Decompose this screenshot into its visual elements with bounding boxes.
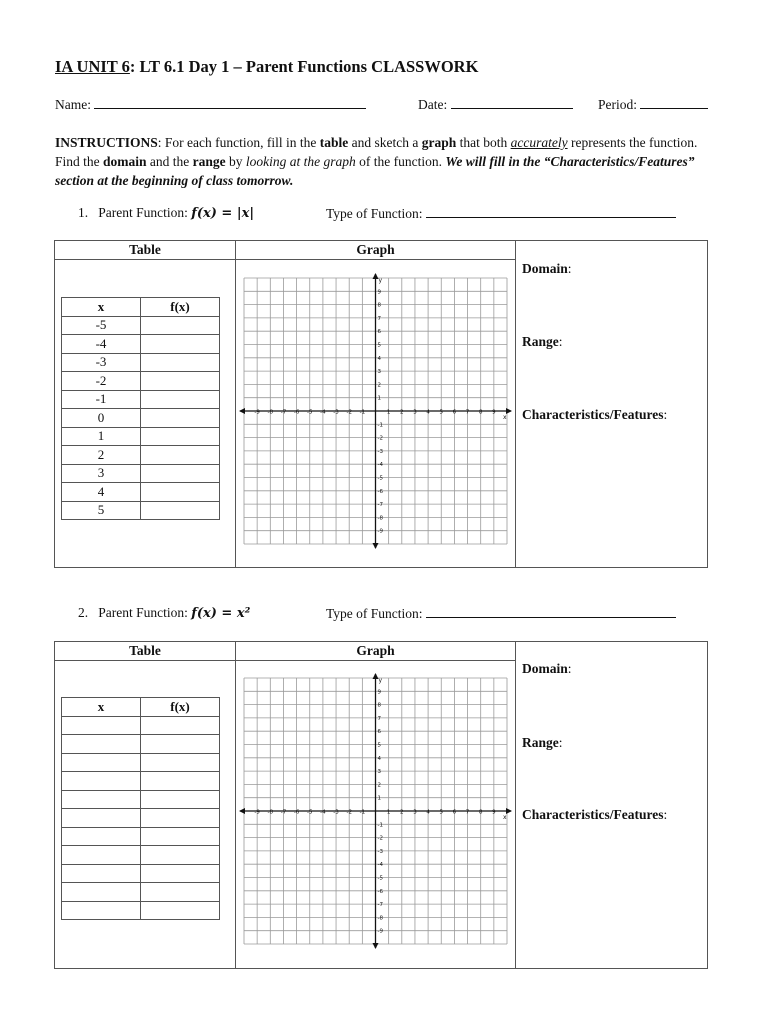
problem-2-features: Characteristics/Features:: [522, 807, 668, 822]
features-label: Characteristics/Features: [522, 407, 664, 422]
y-tick-label: 6: [377, 329, 381, 336]
x-tick-label: 2: [400, 809, 404, 816]
instructions: [55, 133, 720, 190]
problem-1-features: Characteristics/Features:: [522, 407, 668, 422]
table-row: [62, 809, 220, 828]
x-tick-label: 5: [439, 809, 443, 816]
date-field[interactable]: [418, 96, 573, 113]
table-row: [62, 883, 220, 902]
y-tick-label: 4: [377, 755, 381, 762]
x-tick-label: 8: [478, 809, 483, 816]
domain-label: Domain: [522, 261, 568, 276]
x-cell[interactable]: [62, 827, 141, 846]
table-row: [62, 735, 220, 754]
x-cell: -2: [62, 372, 141, 391]
problem-2-label: Parent Function:: [98, 605, 188, 620]
y-tick-label: 7: [377, 715, 381, 722]
problem-2-divider-2: [515, 641, 516, 968]
x-tick-label: -6: [293, 809, 300, 816]
date-label: Date:: [418, 97, 448, 112]
fx-cell[interactable]: [141, 335, 220, 354]
table-row: [62, 864, 220, 883]
fx-cell[interactable]: [141, 427, 220, 446]
y-axis-label: y: [378, 677, 383, 684]
instr-looking-phrase: looking at the graph: [245, 154, 356, 169]
range-label: Range: [522, 735, 559, 750]
x-arrow-right: [506, 808, 512, 814]
table-row: [62, 335, 220, 354]
problem-1-label: Parent Function:: [98, 205, 188, 220]
col-fx-header: f(x): [141, 298, 220, 317]
instr-range-word: range: [192, 154, 226, 169]
instr-table-word: table: [319, 135, 349, 150]
problem-1-number: 1.: [78, 205, 89, 220]
y-arrow-down: [373, 943, 379, 949]
x-tick-label: 1: [386, 409, 391, 416]
problem-2-divider-1: [235, 641, 236, 968]
instr-accurately-word: accurately: [510, 135, 568, 150]
x-cell: 3: [62, 464, 141, 483]
x-tick-label: 9: [492, 809, 496, 816]
table-row: [62, 427, 220, 446]
x-cell: -5: [62, 316, 141, 335]
instr-bold-tail: We will fill in the “Characteristics/Features” section at the beginning of class tomorrow.: [55, 154, 695, 188]
range-label: Range: [522, 334, 559, 349]
x-cell[interactable]: [62, 901, 141, 920]
table-row: [62, 353, 220, 372]
x-tick-label: 7: [465, 809, 470, 816]
table-row: [62, 372, 220, 391]
fx-cell[interactable]: [141, 846, 220, 865]
x-cell: 0: [62, 409, 141, 428]
y-tick-label: 6: [377, 729, 381, 736]
fx-cell[interactable]: [141, 464, 220, 483]
problem-2-function-line: [78, 605, 250, 621]
y-tick-label: 1: [377, 795, 381, 802]
fx-cell[interactable]: [141, 827, 220, 846]
unit-label: IA UNIT 6: [55, 57, 130, 76]
problem-2-function: f(x) = x²: [191, 606, 251, 621]
y-tick-label: -2: [377, 835, 383, 842]
fx-cell[interactable]: [141, 809, 220, 828]
name-blank[interactable]: [94, 96, 366, 109]
y-tick-label: -9: [377, 928, 383, 935]
x-tick-label: 9: [492, 409, 496, 416]
y-tick-label: -9: [377, 528, 383, 535]
x-tick-label: 6: [452, 809, 457, 816]
x-tick-label: -4: [320, 409, 326, 416]
table-row: [62, 772, 220, 791]
x-tick-label: -8: [267, 409, 274, 416]
fx-cell[interactable]: [141, 864, 220, 883]
y-tick-label: -3: [377, 448, 383, 455]
fx-cell[interactable]: [141, 409, 220, 428]
fx-cell[interactable]: [141, 353, 220, 372]
y-tick-label: -7: [377, 902, 383, 909]
problem-2-graph-header: Graph: [356, 643, 395, 658]
x-arrow-right: [506, 408, 512, 414]
x-cell[interactable]: [62, 716, 141, 735]
table-row: [62, 409, 220, 428]
x-tick-label: -5: [307, 809, 313, 816]
table-header-row: [62, 298, 220, 317]
date-blank[interactable]: [451, 96, 573, 109]
table-row: [62, 716, 220, 735]
y-tick-label: -7: [377, 502, 383, 509]
problem-1-graph-header: Graph: [356, 242, 395, 257]
y-tick-label: -1: [377, 422, 383, 429]
y-tick-label: -4: [377, 862, 383, 869]
instr-text-1: : For each function, fill in the: [157, 135, 320, 150]
instr-text-5: and the: [146, 154, 193, 169]
x-cell[interactable]: [62, 735, 141, 754]
x-tick-label: 4: [426, 409, 430, 416]
fx-cell[interactable]: [141, 735, 220, 754]
x-tick-label: 1: [386, 809, 391, 816]
name-label: Name:: [55, 97, 91, 112]
y-arrow-down: [373, 543, 379, 549]
x-tick-label: -9: [254, 409, 260, 416]
x-tick-label: -4: [320, 809, 326, 816]
x-tick-label: -1: [359, 809, 366, 816]
x-cell[interactable]: [62, 809, 141, 828]
x-cell: 1: [62, 427, 141, 446]
problem-2-coordinate-grid[interactable]: [238, 672, 513, 950]
x-tick-label: -9: [254, 809, 260, 816]
instr-text-7: of the function.: [355, 154, 446, 169]
y-tick-label: 3: [377, 769, 381, 776]
x-tick-label: -1: [359, 409, 366, 416]
y-tick-label: 8: [377, 302, 381, 309]
y-axis-label: y: [378, 277, 383, 284]
fx-cell[interactable]: [141, 446, 220, 465]
x-cell[interactable]: [62, 753, 141, 772]
table-row: [62, 316, 220, 335]
problem-2-type-blank[interactable]: [426, 605, 676, 618]
y-tick-label: 4: [377, 355, 381, 362]
page-title: [55, 57, 478, 77]
x-cell: 5: [62, 501, 141, 520]
x-tick-label: -7: [280, 809, 287, 816]
y-tick-label: 9: [377, 289, 381, 296]
fx-cell[interactable]: [141, 753, 220, 772]
instructions-lead: INSTRUCTIONS: [55, 135, 158, 150]
x-tick-label: 8: [478, 409, 483, 416]
table-row: [62, 446, 220, 465]
problem-1-divider-1: [235, 240, 236, 567]
problem-1-divider-2: [515, 240, 516, 567]
x-cell: 4: [62, 483, 141, 502]
col-fx-header: f(x): [141, 698, 220, 717]
problem-1-range: Range:: [522, 334, 563, 349]
x-tick-label: 5: [439, 409, 443, 416]
fx-cell[interactable]: [141, 483, 220, 502]
col-x-header: x: [62, 298, 141, 317]
y-tick-label: 9: [377, 689, 381, 696]
x-arrow-left: [239, 408, 245, 414]
instr-text-6: by: [225, 154, 246, 169]
name-field[interactable]: [55, 96, 366, 113]
y-tick-label: -4: [377, 462, 383, 469]
y-tick-label: 3: [377, 369, 381, 376]
x-tick-label: -8: [267, 809, 274, 816]
problem-1-function-line: [78, 205, 254, 221]
y-tick-label: -3: [377, 848, 383, 855]
fx-cell[interactable]: [141, 501, 220, 520]
fx-cell[interactable]: [141, 790, 220, 809]
x-cell[interactable]: [62, 883, 141, 902]
x-tick-label: 3: [413, 809, 417, 816]
y-tick-label: -1: [377, 822, 383, 829]
y-tick-label: -5: [377, 475, 383, 482]
y-tick-label: -5: [377, 875, 383, 882]
table-row: [62, 846, 220, 865]
x-cell[interactable]: [62, 772, 141, 791]
table-row: [62, 390, 220, 409]
problem-2-type-label: Type of Function:: [326, 606, 423, 621]
x-tick-label: -2: [346, 809, 352, 816]
problem-2-header-line: [54, 660, 516, 661]
fx-cell[interactable]: [141, 390, 220, 409]
y-tick-label: 1: [377, 395, 381, 402]
problem-1-type-field[interactable]: [326, 205, 676, 222]
problem-2-range: Range:: [522, 735, 563, 750]
table-header-row: [62, 698, 220, 717]
x-tick-label: -5: [307, 409, 313, 416]
problem-1-type-blank[interactable]: [426, 205, 676, 218]
period-field[interactable]: [598, 96, 708, 113]
y-tick-label: -8: [377, 915, 383, 922]
x-cell[interactable]: [62, 790, 141, 809]
problem-2-number: 2.: [78, 605, 89, 620]
table-row: [62, 790, 220, 809]
x-axis-label: x: [503, 414, 507, 421]
x-tick-label: 4: [426, 809, 430, 816]
x-tick-label: 3: [413, 409, 417, 416]
x-tick-label: -7: [280, 409, 287, 416]
x-cell[interactable]: [62, 864, 141, 883]
x-axis-label: x: [503, 814, 507, 821]
instr-text-3: that both: [456, 135, 511, 150]
title-rest: : LT 6.1 Day 1 – Parent Functions CLASSWORK: [129, 57, 479, 76]
col-x-header: x: [62, 698, 141, 717]
x-arrow-left: [239, 808, 245, 814]
instr-domain-word: domain: [103, 154, 147, 169]
problem-2-table-header: Table: [129, 643, 161, 658]
instr-text-4: represents the function. Find the: [55, 135, 698, 169]
x-cell: -4: [62, 335, 141, 354]
x-cell: -3: [62, 353, 141, 372]
x-tick-label: 2: [400, 409, 404, 416]
domain-label: Domain: [522, 661, 568, 676]
problem-1-table: [61, 297, 220, 520]
table-row: [62, 753, 220, 772]
table-row: [62, 827, 220, 846]
y-tick-label: 2: [377, 782, 381, 789]
table-row: [62, 464, 220, 483]
period-label: Period:: [598, 97, 637, 112]
fx-cell[interactable]: [141, 716, 220, 735]
fx-cell[interactable]: [141, 316, 220, 335]
y-tick-label: 7: [377, 315, 381, 322]
x-cell[interactable]: [62, 846, 141, 865]
table-row: [62, 901, 220, 920]
table-row: [62, 483, 220, 502]
x-tick-label: -3: [333, 809, 339, 816]
problem-1-function: f(x) = |x|: [191, 206, 255, 221]
y-tick-label: 5: [377, 742, 381, 749]
problem-2-table: [61, 697, 220, 920]
problem-2-domain: Domain:: [522, 661, 572, 676]
fx-cell[interactable]: [141, 883, 220, 902]
y-tick-label: -8: [377, 515, 383, 522]
x-tick-label: -2: [346, 409, 352, 416]
x-tick-label: 6: [452, 409, 457, 416]
y-tick-label: -2: [377, 435, 383, 442]
period-blank[interactable]: [640, 96, 708, 109]
x-tick-label: -3: [333, 409, 339, 416]
instr-graph-word: graph: [421, 135, 457, 150]
x-cell: 2: [62, 446, 141, 465]
y-tick-label: 2: [377, 382, 381, 389]
x-tick-label: -6: [293, 409, 300, 416]
table-row: [62, 501, 220, 520]
problem-1-type-label: Type of Function:: [326, 206, 423, 221]
fx-cell[interactable]: [141, 772, 220, 791]
y-tick-label: -6: [377, 488, 383, 495]
x-tick-label: 7: [465, 409, 470, 416]
problem-2-type-field[interactable]: [326, 605, 676, 622]
problem-1-header-line: [54, 259, 516, 260]
y-tick-label: 8: [377, 702, 381, 709]
fx-cell[interactable]: [141, 372, 220, 391]
instr-text-2: and sketch a: [348, 135, 422, 150]
y-tick-label: 5: [377, 342, 381, 349]
features-label: Characteristics/Features: [522, 807, 664, 822]
fx-cell[interactable]: [141, 901, 220, 920]
problem-1-table-header: Table: [129, 242, 161, 257]
problem-1-domain: Domain:: [522, 261, 572, 276]
problem-1-coordinate-grid[interactable]: [238, 272, 513, 550]
y-tick-label: -6: [377, 888, 383, 895]
x-cell: -1: [62, 390, 141, 409]
